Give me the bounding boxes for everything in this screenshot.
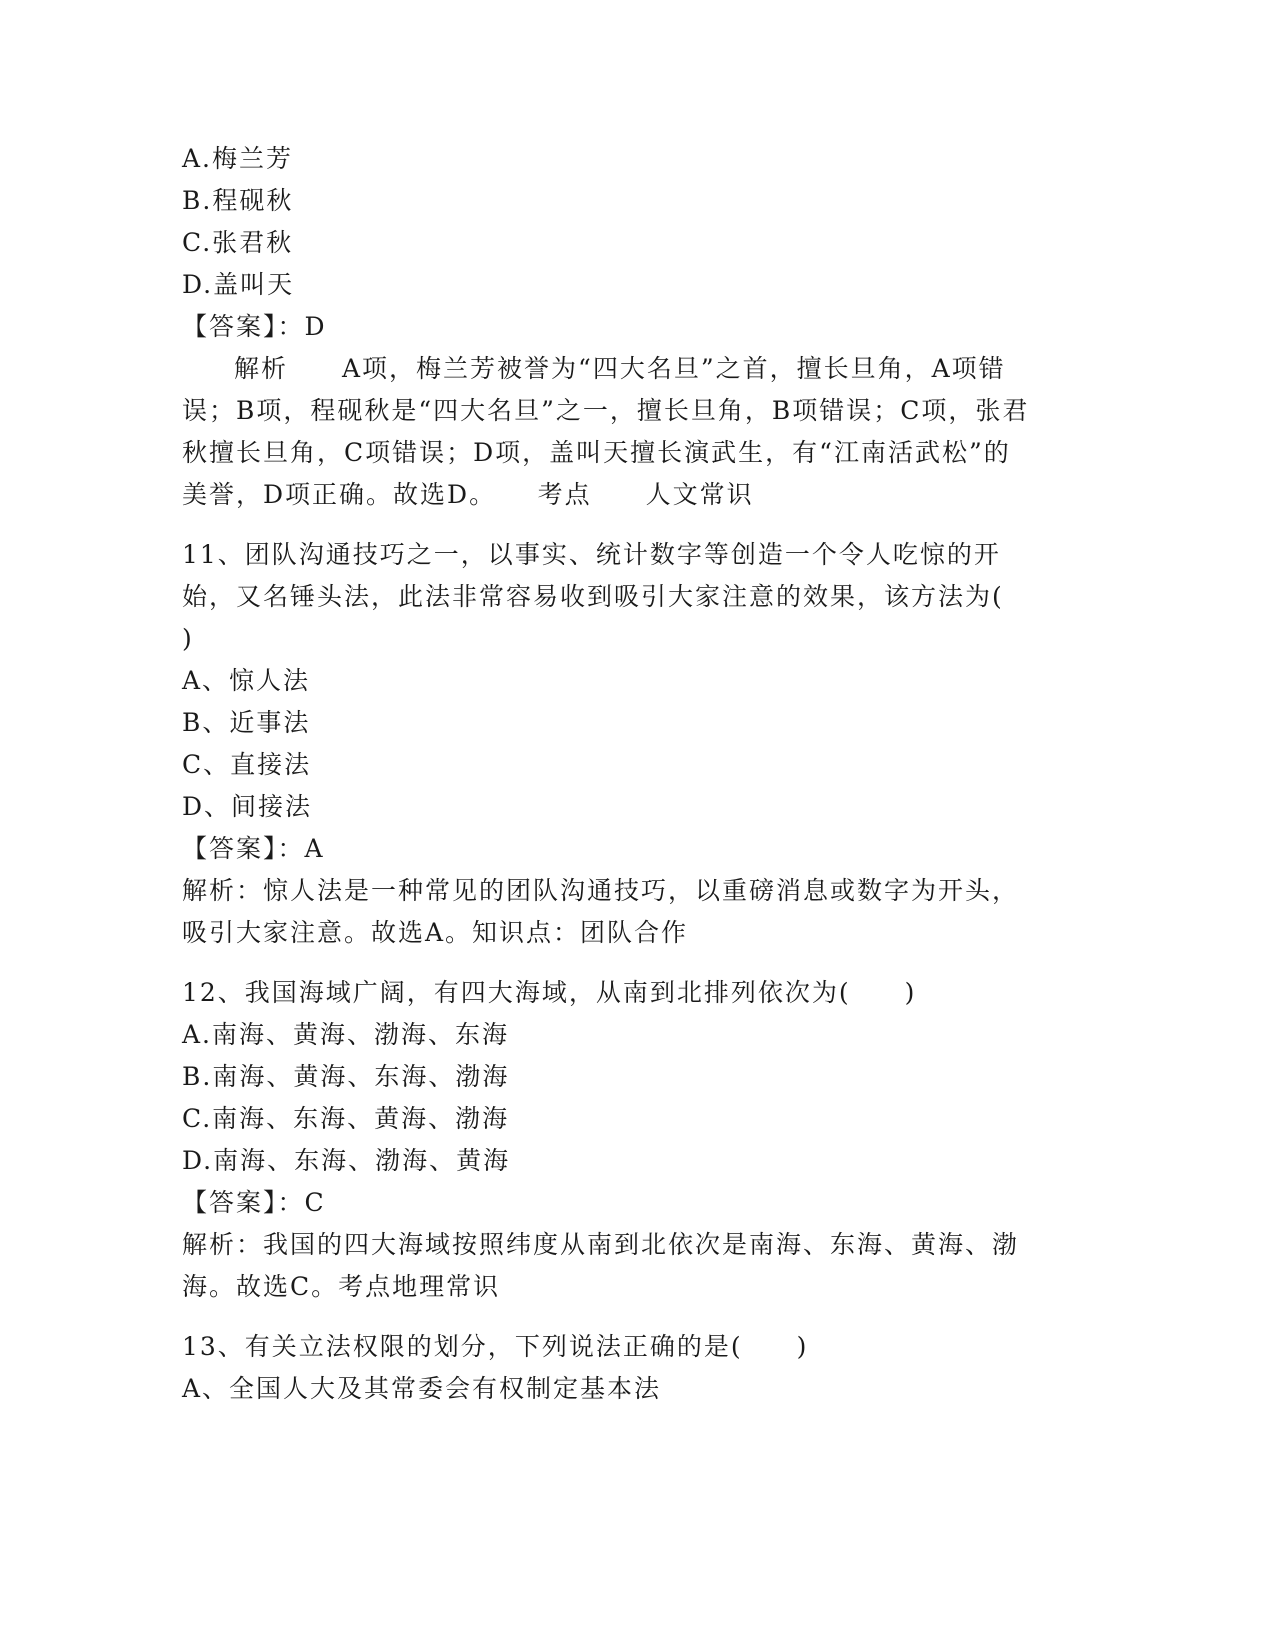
option-a: A、全国人大及其常委会有权制定基本法 [182, 1374, 662, 1403]
option-b: B、近事法 [182, 708, 311, 737]
question-text: 11、团队沟通技巧之一，以事实、统计数字等创造一个令人吃惊的开始，又名锤头法，此法非常容易收到吸引大家注意的效果，该方法为( ) [182, 540, 1058, 653]
option-c: C.南海、东海、黄海、渤海 [182, 1104, 510, 1133]
option-d: D.南海、东海、渤海、黄海 [182, 1146, 511, 1175]
analysis: 解析：惊人法是一种常见的团队沟通技巧，以重磅消息或数字为开头，吸引大家注意。故选A。知识点：团队合作 [182, 876, 1020, 947]
question-13 [182, 1326, 1042, 1410]
option-a: A、惊人法 [182, 666, 311, 695]
option-a: A.南海、黄海、渤海、东海 [182, 1020, 510, 1049]
option-c: C、直接法 [182, 750, 312, 779]
question-11 [182, 534, 1058, 954]
analysis: 解析：我国的四大海域按照纬度从南到北依次是南海、东海、黄海、渤海。故选C。考点地理常识 [182, 1230, 1020, 1301]
answer: 【答案】：A [182, 834, 325, 863]
question-text: 12、我国海域广阔，有四大海域，从南到北排列依次为( ) [182, 978, 917, 1007]
answer: 【答案】：C [182, 1188, 326, 1217]
question-12 [182, 972, 1042, 1308]
answer: 【答案】：D [182, 312, 327, 341]
option-b: B.程砚秋 [182, 186, 294, 215]
option-c: C.张君秋 [182, 228, 294, 257]
document-page [182, 138, 1058, 1410]
analysis: 解析 A项，梅兰芳被誉为“四大名旦”之首，擅长旦角，A项错误；B项，程砚秋是“四大名旦”之一，擅长旦角，B项错误；C项，张君秋擅长旦角，C项错误；D项，盖叫天擅长演武生，有“江南活武松”的美誉，D项正确。故选D。 考点 人文常识 [182, 354, 1030, 509]
option-d: D、间接法 [182, 792, 313, 821]
option-b: B.南海、黄海、东海、渤海 [182, 1062, 510, 1091]
option-a: A.梅兰芳 [182, 144, 294, 173]
option-d: D.盖叫天 [182, 270, 295, 299]
question-text: 13、有关立法权限的划分，下列说法正确的是( ) [182, 1332, 809, 1361]
question-10 [182, 138, 1042, 516]
